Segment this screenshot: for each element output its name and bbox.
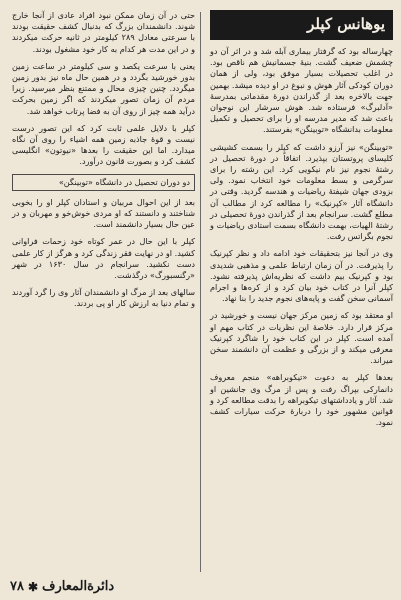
boxed-quote-text: دو دوران تحصیل در دانشگاه «توبینگن»: [58, 176, 190, 187]
paragraph: سالهای بعد از مرگ او دانشمندان آثار وی را گرد آوردند و تمام دنیا به ارزش کار او پی بردند.: [12, 287, 195, 309]
paragraph: کپلر با این حال در عمر کوتاه خود زحمات فراوانی کشید. او در نهایت فقر زندگی کرد و هرگز از کار علمی دست نکشید. سرانجام در سال ۱۶۳۰ در شهر «رگنسبورگ» درگذشت.: [12, 236, 195, 281]
paragraph: کپلر با دلایل علمی ثابت کرد که این تصور درست نیست و قوهٔ جاذبه زمین همه اشیاء را روی آن نگاه میدارد. اما این حقیقت را بعدها «نیوتون» انگلیسی کشف کرد و بصورت قانون درآورد.: [12, 122, 195, 167]
page-number: ۷۸: [10, 579, 24, 594]
article-title-text: یوهانس کپلر: [307, 15, 385, 34]
column-divider: [200, 12, 201, 572]
paragraph: بعد از این احوال مربیان و استادان کپلر او را بخوبی شناختند و دانستند که او مردی خوش‌خو و مهربان و در عین حال بسیار دانشمند است.: [12, 196, 195, 230]
star-icon: ✱: [27, 579, 39, 594]
boxed-quote: [12, 174, 195, 191]
paragraph: حتی در آن زمان ممکن نبود افراد عادی از آنجا خارج شوند. دانشمندان بزرگ که بدنبال کشف حقیقت بودند با سرعتی معادل ۲۸۹ کیلومتر در ثانیه حرکت میکردند و در این مدت هر کدام به کار خود مشغول بودند.: [12, 10, 195, 54]
left-column: [12, 10, 195, 316]
journal-name: دائرةالمعارف: [42, 579, 115, 594]
paragraph: بعدها کپلر به دعوت «تیکوبراهه» منجم معروف دانمارکی بپراگ رفت و پس از مرگ وی جانشین او شد. آثار و یادداشتهای تیکوبراهه را بدقت مطالعه کرد و قوانین مشهور خود را دربارهٔ حرکت سیارات کشف نمود.: [210, 372, 393, 428]
paragraph: وی در آنجا نیز بتحقیقات خود ادامه داد و نظر کپرنیک را پذیرفت. در آن زمان ارتباط علمی و مذهبی شدیدی بود و کپرنیک بیم داشت که نظریه‌اش پذیرفته نشود. کپلر آنرا در کتاب خود بیان کرد و از کره‌ها و اجرام آسمانی سخن گفت و پایه‌های نجوم جدید را بنا نهاد.: [210, 248, 393, 304]
paragraph: یعنی با سرعت یکصد و سی کیلومتر در ساعت زمین بدور خورشید بگردد و در همین حال ماه نیز بدور زمین میگردد. چنین چیزی محال و ممتنع بنظر میرسید. زیرا مردم آن زمان تصور میکردند که اگر زمین بحرکت درآید همه چیز از روی آن به فضا پرتاب خواهد شد.: [12, 60, 195, 116]
paragraph: او معتقد بود که زمین مرکز جهان نیست و خورشید در مرکز قرار دارد. خلاصهٔ این نظریات در کتاب مهم او آمده است. کپلر در این کتاب خود را شاگرد کپرنیک معرفی میکند و از بزرگی و عظمت آن دانشمند سخن میراند.: [210, 310, 393, 366]
article-title: [210, 10, 393, 40]
page-footer: [10, 579, 114, 594]
paragraph: چهارساله بود که گرفتار بیماری آبله شد و در اثر آن دو چشمش ضعیف گشت. بنیهٔ جسمانیش هم ناقص بود. در اغلب تحصیلات بسیار موفق بود، ولی از همان دوران کودکی آثار هوش و نبوغ در او دیده میشد. بهمین جهت بالاخره بعد از گذراندن دورهٔ مقدماتی بمدرسهٔ «آدلبرگ» فرستاده شد. هوش سرشار این نوجوان باعث شد که مدیر مدرسه او را برای تحصیل و تکمیل معلومات بدانشگاه «توبینگن» بفرستند.: [210, 46, 393, 135]
paragraph: «توبینگن» نیز آرزو داشت که کپلر را بسمت کشیشی کلیسای پروتستان بپذیرد. اتفاقاً در دورهٔ تحصیل در رشتهٔ نجوم نیز نام نیکویی کرد. این رشته را برای سرگرمی و بسط معلومات خود انتخاب نمود. ولی بزودی جهان شیفتهٔ ریاضیات و هندسه گردید. وقتی در دانشگاه آثار «کپرنیک» را مطالعه کرد از مطالب آن مطلع گشت. سرانجام بعد از گذراندن دورهٔ تحصیلی در رشتهٔ الهیات، بهمت دانشگاه بسمت استادی ریاضیات و نجوم بگراتس رفت.: [210, 141, 393, 242]
right-column: [210, 10, 393, 435]
